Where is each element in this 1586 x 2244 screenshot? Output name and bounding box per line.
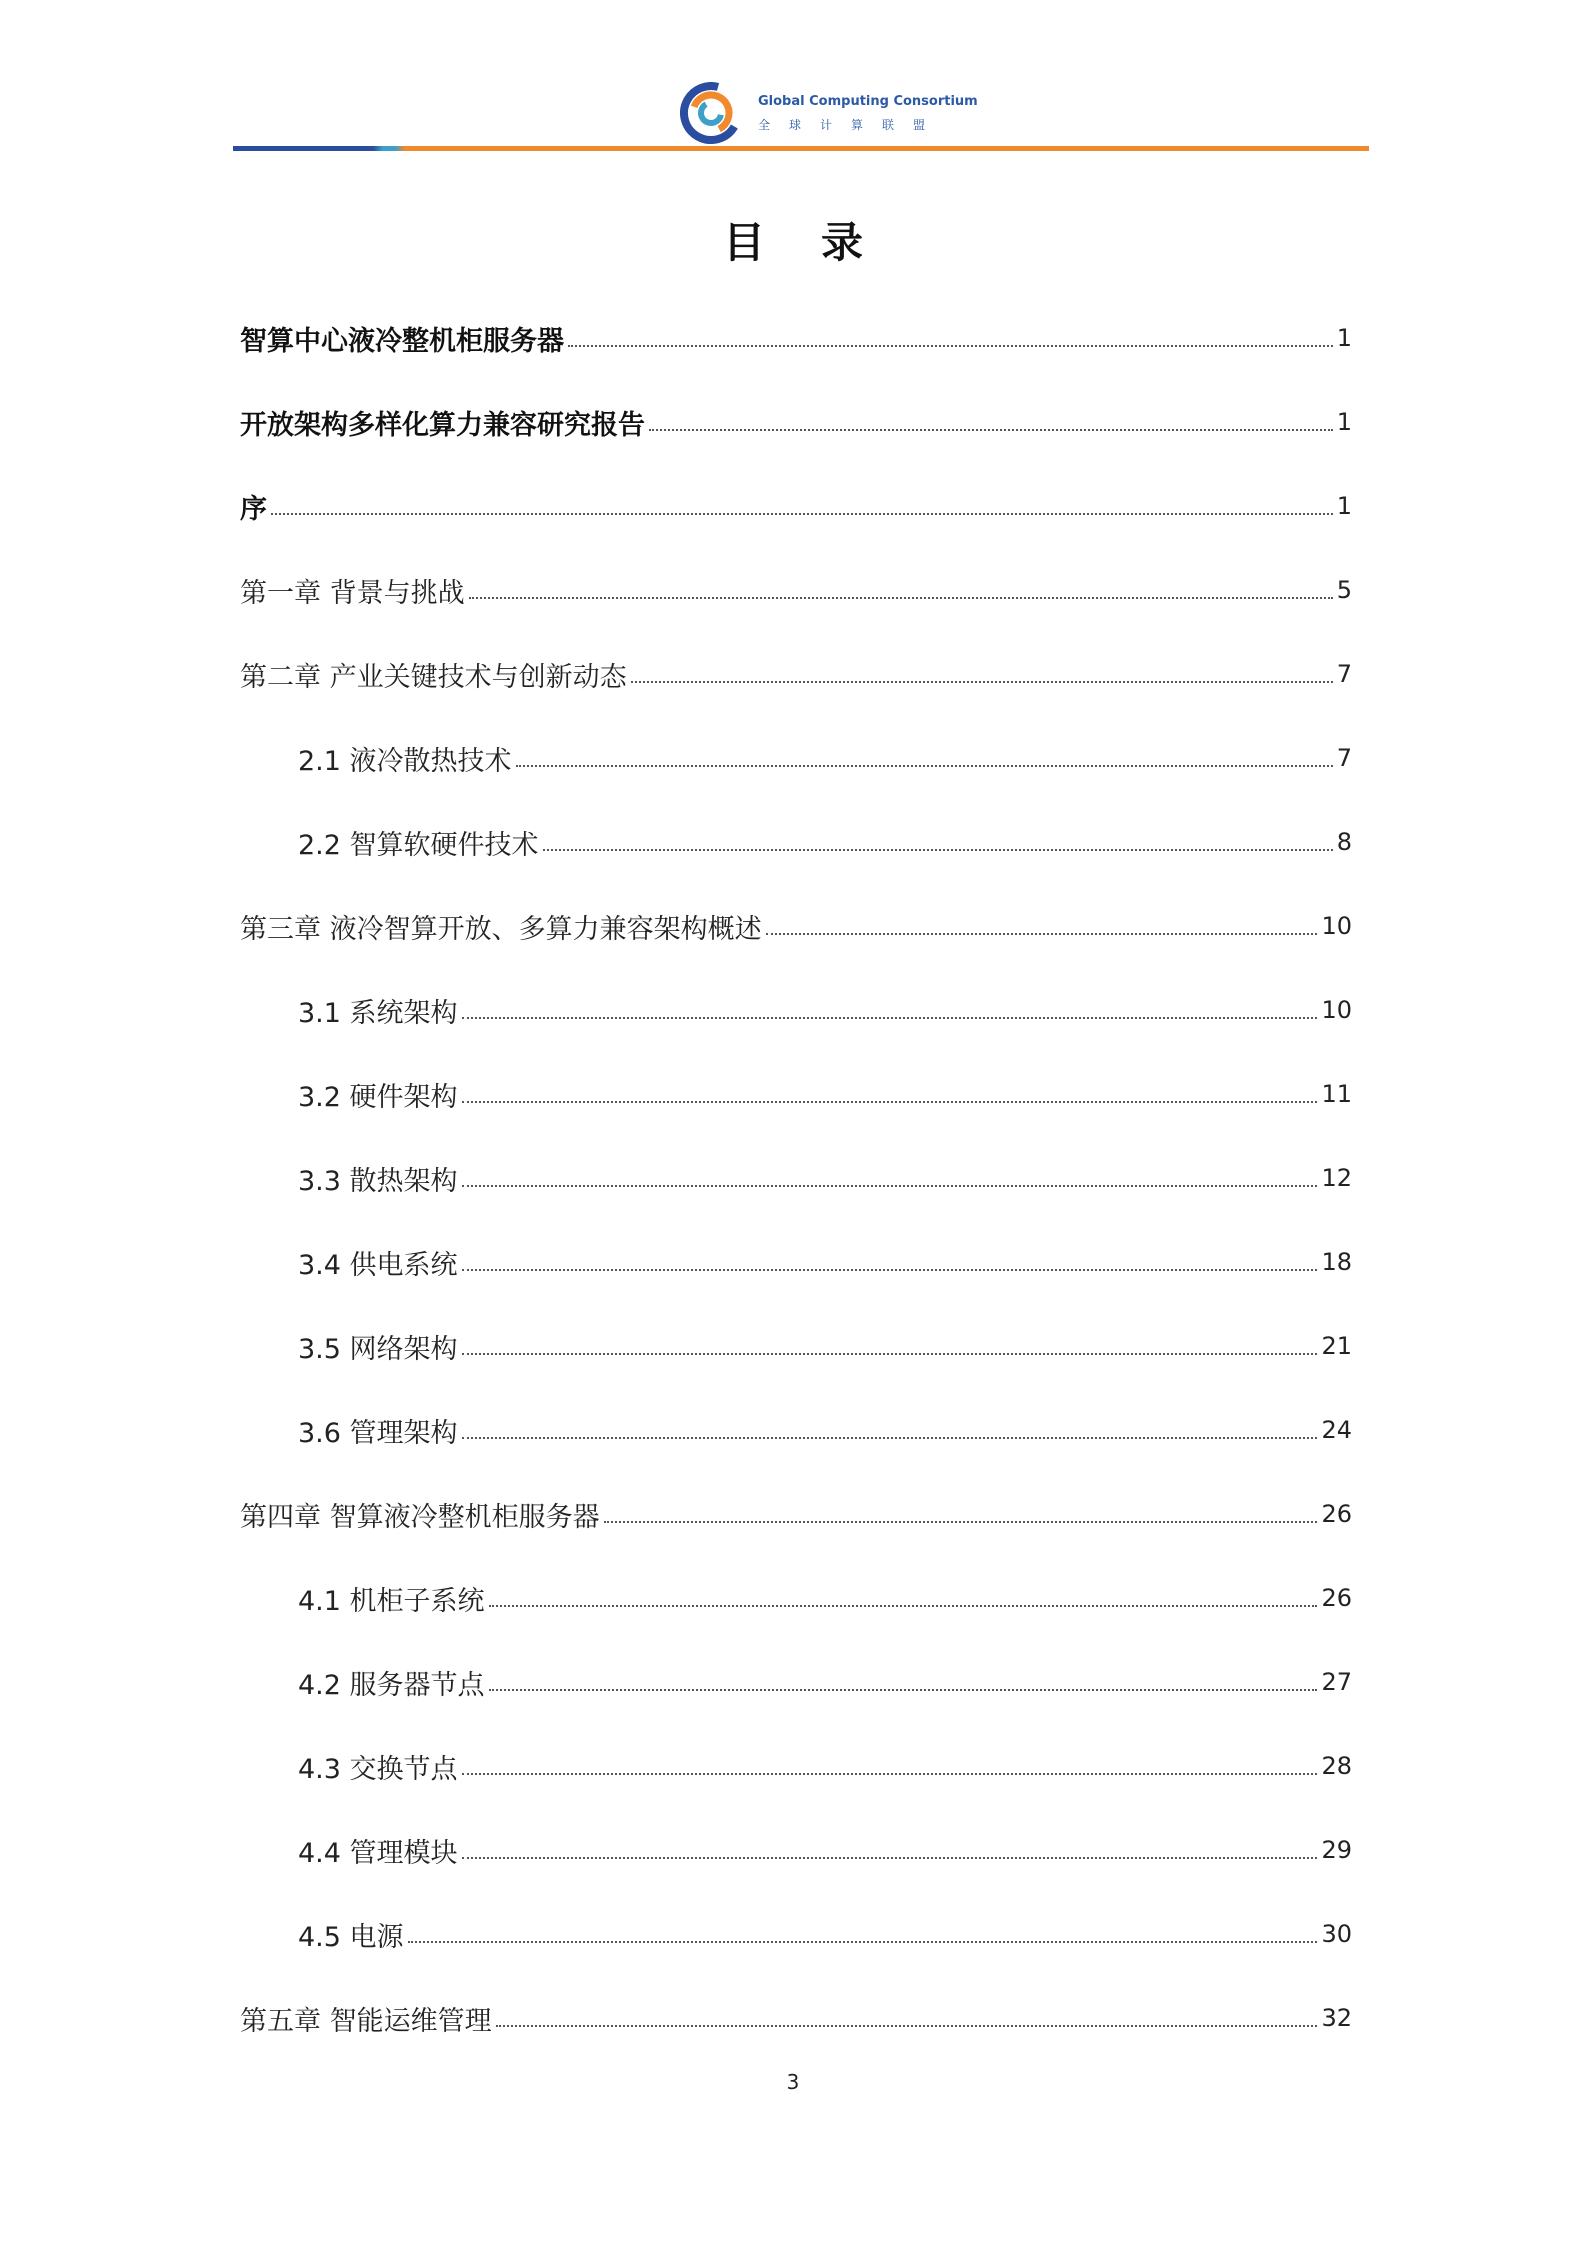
- toc-entry[interactable]: [240, 1976, 1352, 2060]
- logo-text-chinese: 全球计算联盟: [758, 118, 945, 132]
- toc-entry[interactable]: [240, 1808, 1352, 1892]
- toc-dot-leader: [649, 427, 1333, 431]
- toc-entry-page: 18: [1321, 1248, 1352, 1276]
- toc-entry-title: 第四章 智算液冷整机柜服务器: [240, 1501, 600, 1533]
- consortium-logo: [680, 82, 978, 144]
- toc-dot-leader: [462, 1267, 1318, 1271]
- toc-entry[interactable]: [240, 1220, 1352, 1304]
- toc-dot-leader: [543, 847, 1333, 851]
- toc-entry-page: 7: [1336, 660, 1352, 688]
- toc-entry[interactable]: [240, 716, 1352, 800]
- toc-entry-page: 30: [1321, 1920, 1352, 1948]
- toc-dot-leader: [408, 1939, 1318, 1943]
- page-number: 3: [786, 2070, 800, 2094]
- toc-entry[interactable]: [240, 1472, 1352, 1556]
- toc-entry[interactable]: [240, 968, 1352, 1052]
- header-divider: [233, 146, 1369, 151]
- toc-entry-title: 3.6 管理架构: [298, 1417, 458, 1449]
- toc-dot-leader: [462, 1351, 1318, 1355]
- toc-entry-page: 32: [1321, 2004, 1352, 2032]
- toc-entry-title: 4.4 管理模块: [298, 1837, 458, 1869]
- toc-entry-title: 第五章 智能运维管理: [240, 2005, 492, 2037]
- toc-entry-page: 10: [1321, 996, 1352, 1024]
- toc-dot-leader: [496, 2023, 1318, 2027]
- toc-entry[interactable]: [240, 800, 1352, 884]
- toc-entry-page: 1: [1336, 492, 1352, 520]
- toc-entry-title: 4.2 服务器节点: [298, 1669, 485, 1701]
- toc-dot-leader: [462, 1099, 1318, 1103]
- toc-entry[interactable]: [240, 632, 1352, 716]
- toc-entry-title: 开放架构多样化算力兼容研究报告: [240, 409, 645, 441]
- toc-entry-page: 11: [1321, 1080, 1352, 1108]
- toc-entry-page: 24: [1321, 1416, 1352, 1444]
- toc-entry-title: 3.1 系统架构: [298, 997, 458, 1029]
- toc-entry[interactable]: [240, 1556, 1352, 1640]
- toc-entry-page: 10: [1321, 912, 1352, 940]
- toc-entry-title: 4.3 交换节点: [298, 1753, 458, 1785]
- toc-entry-title: 3.2 硬件架构: [298, 1081, 458, 1113]
- toc-entry-page: 7: [1336, 744, 1352, 772]
- toc-entry-page: 27: [1321, 1668, 1352, 1696]
- toc-entry-title: 序: [240, 493, 267, 525]
- toc-dot-leader: [462, 1015, 1318, 1019]
- table-of-contents: [240, 296, 1352, 2060]
- toc-entry-page: 26: [1321, 1500, 1352, 1528]
- toc-entry[interactable]: [240, 884, 1352, 968]
- toc-entry-title: 2.1 液冷散热技术: [298, 745, 512, 777]
- toc-entry-title: 3.4 供电系统: [298, 1249, 458, 1281]
- toc-dot-leader: [516, 763, 1333, 767]
- toc-dot-leader: [462, 1435, 1318, 1439]
- page-title: 目录: [722, 218, 919, 267]
- toc-dot-leader: [631, 679, 1333, 683]
- toc-dot-leader: [462, 1855, 1318, 1859]
- consortium-logo-icon: [680, 82, 742, 144]
- toc-entry[interactable]: [240, 464, 1352, 548]
- toc-entry-page: 5: [1336, 576, 1352, 604]
- toc-dot-leader: [568, 343, 1333, 347]
- toc-entry-page: 12: [1321, 1164, 1352, 1192]
- toc-entry[interactable]: [240, 1724, 1352, 1808]
- toc-entry-title: 3.3 散热架构: [298, 1165, 458, 1197]
- toc-entry[interactable]: [240, 1640, 1352, 1724]
- toc-entry-page: 1: [1336, 408, 1352, 436]
- toc-entry[interactable]: [240, 1892, 1352, 1976]
- toc-dot-leader: [462, 1183, 1318, 1187]
- toc-entry[interactable]: [240, 296, 1352, 380]
- toc-entry-page: 26: [1321, 1584, 1352, 1612]
- toc-entry-title: 第二章 产业关键技术与创新动态: [240, 661, 627, 693]
- toc-entry-title: 第三章 液冷智算开放、多算力兼容架构概述: [240, 913, 762, 945]
- toc-entry[interactable]: [240, 1052, 1352, 1136]
- toc-dot-leader: [489, 1603, 1318, 1607]
- toc-entry-title: 4.1 机柜子系统: [298, 1585, 485, 1617]
- toc-entry-title: 4.5 电源: [298, 1921, 404, 1953]
- toc-entry[interactable]: [240, 1304, 1352, 1388]
- toc-entry-page: 8: [1336, 828, 1352, 856]
- toc-entry[interactable]: [240, 548, 1352, 632]
- toc-dot-leader: [462, 1771, 1318, 1775]
- toc-dot-leader: [469, 595, 1333, 599]
- toc-entry[interactable]: [240, 380, 1352, 464]
- toc-entry-title: 智算中心液冷整机柜服务器: [240, 325, 564, 357]
- toc-entry-page: 1: [1336, 324, 1352, 352]
- toc-entry[interactable]: [240, 1136, 1352, 1220]
- toc-entry[interactable]: [240, 1388, 1352, 1472]
- toc-dot-leader: [766, 931, 1318, 935]
- toc-entry-title: 3.5 网络架构: [298, 1333, 458, 1365]
- toc-dot-leader: [271, 511, 1333, 515]
- toc-dot-leader: [604, 1519, 1318, 1523]
- toc-entry-title: 第一章 背景与挑战: [240, 577, 465, 609]
- toc-entry-title: 2.2 智算软硬件技术: [298, 829, 539, 861]
- toc-entry-page: 29: [1321, 1836, 1352, 1864]
- toc-entry-page: 28: [1321, 1752, 1352, 1780]
- toc-dot-leader: [489, 1687, 1318, 1691]
- toc-entry-page: 21: [1321, 1332, 1352, 1360]
- logo-text-english: Global Computing Consortium: [758, 94, 978, 109]
